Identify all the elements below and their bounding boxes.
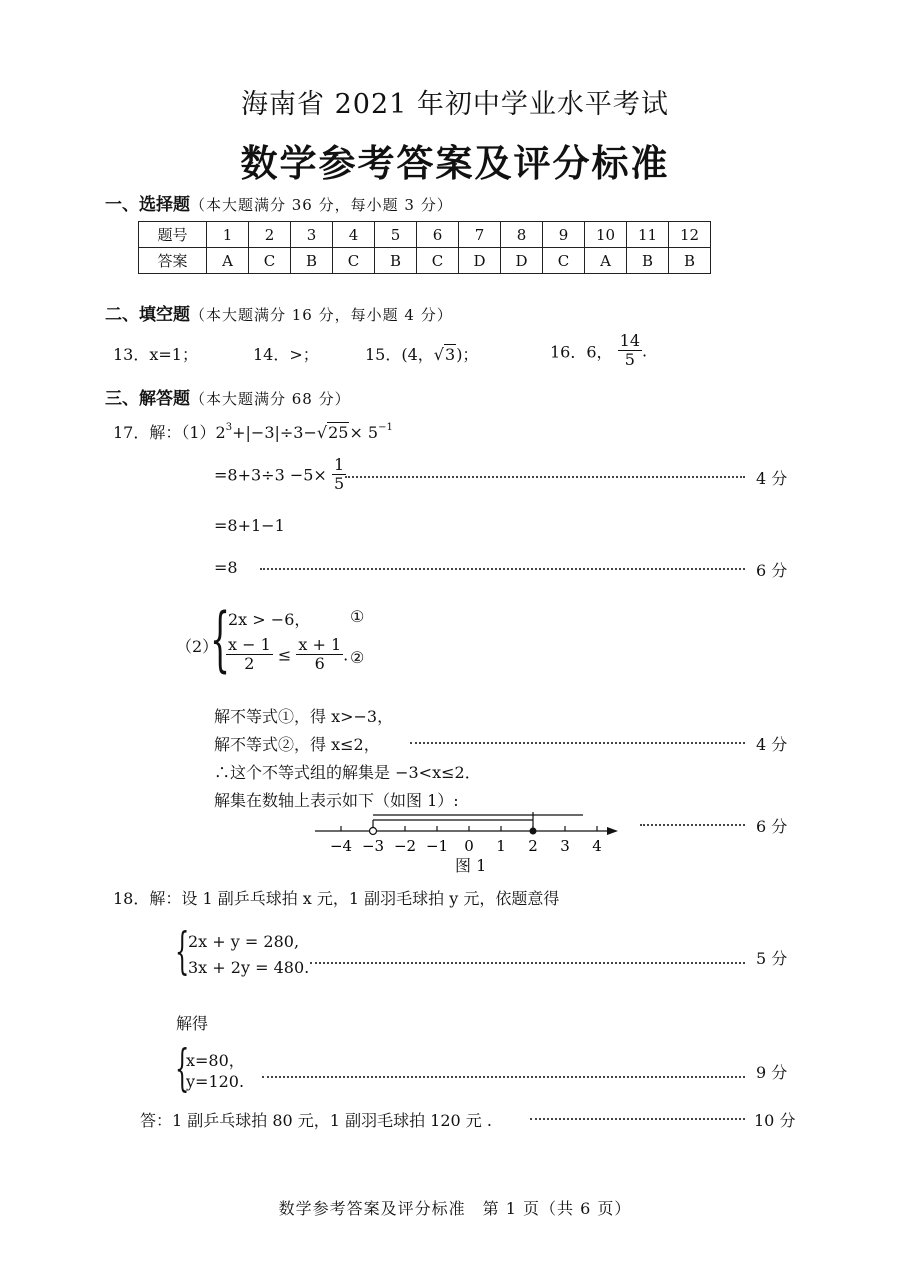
dot-leader (530, 1118, 745, 1120)
table-row-answers: 答案 A C B C B C D D C A B B (139, 248, 711, 274)
brace: { (175, 922, 190, 980)
document-title: 数学参考答案及评分标准 (240, 142, 670, 185)
tick-label: −4 (329, 837, 353, 855)
table-row-numbers: 题号 1 2 3 4 5 6 7 8 9 10 11 12 (139, 222, 711, 248)
inequality-2: $\frac{x - 1}{2}$ ≤ $\frac{x + 1}{6}$ . (228, 635, 349, 674)
open-point-minus-3 (370, 828, 377, 835)
answer-table (138, 221, 711, 274)
tick-label: −2 (393, 837, 417, 855)
equation-1: 2x + y = 280, (188, 932, 300, 951)
brace: { (210, 598, 231, 680)
inequality-1: 2x > −6， (228, 610, 311, 629)
figure-caption: 图 1 (455, 856, 487, 875)
marker-2: ② (350, 648, 365, 667)
answer-14: 14．>； (253, 345, 319, 364)
tick-label: −1 (425, 837, 449, 855)
tick-label: 1 (496, 837, 506, 855)
closed-point-2 (530, 828, 537, 835)
marker-1: ① (350, 607, 365, 626)
dot-leader (345, 476, 745, 478)
solution-line-3: ∴这个不等式组的解集是 −3<x≤2． (214, 763, 481, 782)
axis-arrow (607, 827, 618, 835)
equation-2: 3x + 2y = 480. (188, 958, 310, 977)
dot-leader (310, 962, 745, 964)
q17-step1: =8+3÷3 −5× $\frac{1}{5}$ (214, 455, 345, 494)
answer-15: 15．(4，√3)； (365, 345, 479, 364)
tick-label: 2 (528, 837, 538, 855)
tick-label: 3 (560, 837, 570, 855)
solution-line-1: 解不等式①，得 x>−3， (214, 707, 394, 726)
tick-label: 4 (592, 837, 602, 855)
score: 9 分 (756, 1063, 788, 1082)
q17-step3: =8 (214, 558, 238, 577)
q18-intro: 18．解：设 1 副乒乓球拍 x 元，1 副羽毛球拍 y 元，依题意得 (113, 889, 560, 908)
tick-label: 0 (464, 837, 474, 855)
answer-13: 13．x=1； (113, 345, 198, 364)
q17-expression: 17．解：$(1)2^3+|-3|\div 3-√25\times 5^{-1}$ (113, 422, 393, 442)
page-footer: 数学参考答案及评分标准 第 1 页（共 6 页） (278, 1199, 632, 1218)
answer-16: 16．6， $\frac{14}{5}$ . (550, 331, 648, 370)
score: 10 分 (754, 1111, 796, 1130)
dot-leader (640, 824, 745, 826)
result-y: y=120. (186, 1072, 245, 1091)
section-1-heading: 一、选择题（本大题满分 36 分，每小题 3 分） (105, 195, 453, 215)
score: 6 分 (756, 817, 788, 836)
brace: { (175, 1039, 190, 1097)
score: 6 分 (756, 561, 788, 580)
q17-step2: =8+1−1 (214, 516, 285, 535)
dot-leader (262, 1076, 745, 1078)
solve-label: 解得 (176, 1014, 209, 1033)
solution-line-2: 解不等式②，得 x≤2， (214, 735, 380, 754)
row-label-answer: 答案 (139, 248, 207, 274)
section-2-heading: 二、填空题（本大题满分 16 分，每小题 4 分） (105, 305, 453, 325)
result-x: x=80， (186, 1051, 245, 1070)
q17-part2-label: （2） (176, 637, 219, 656)
row-label-number: 题号 (139, 222, 207, 248)
q18-answer: 答：1 副乒乓球拍 80 元，1 副羽毛球拍 120 元 . (140, 1111, 492, 1130)
tick-label: −3 (361, 837, 385, 855)
dot-leader (410, 742, 745, 744)
section-3-heading: 三、解答题（本大题满分 68 分） (105, 389, 351, 409)
score: 5 分 (756, 949, 788, 968)
score: 4 分 (756, 469, 788, 488)
exam-title: 海南省 2021 年初中学业水平考试 (241, 89, 669, 120)
dot-leader (260, 568, 745, 570)
score: 4 分 (756, 735, 788, 754)
solution-line-4: 解集在数轴上表示如下（如图 1）: (214, 791, 459, 810)
